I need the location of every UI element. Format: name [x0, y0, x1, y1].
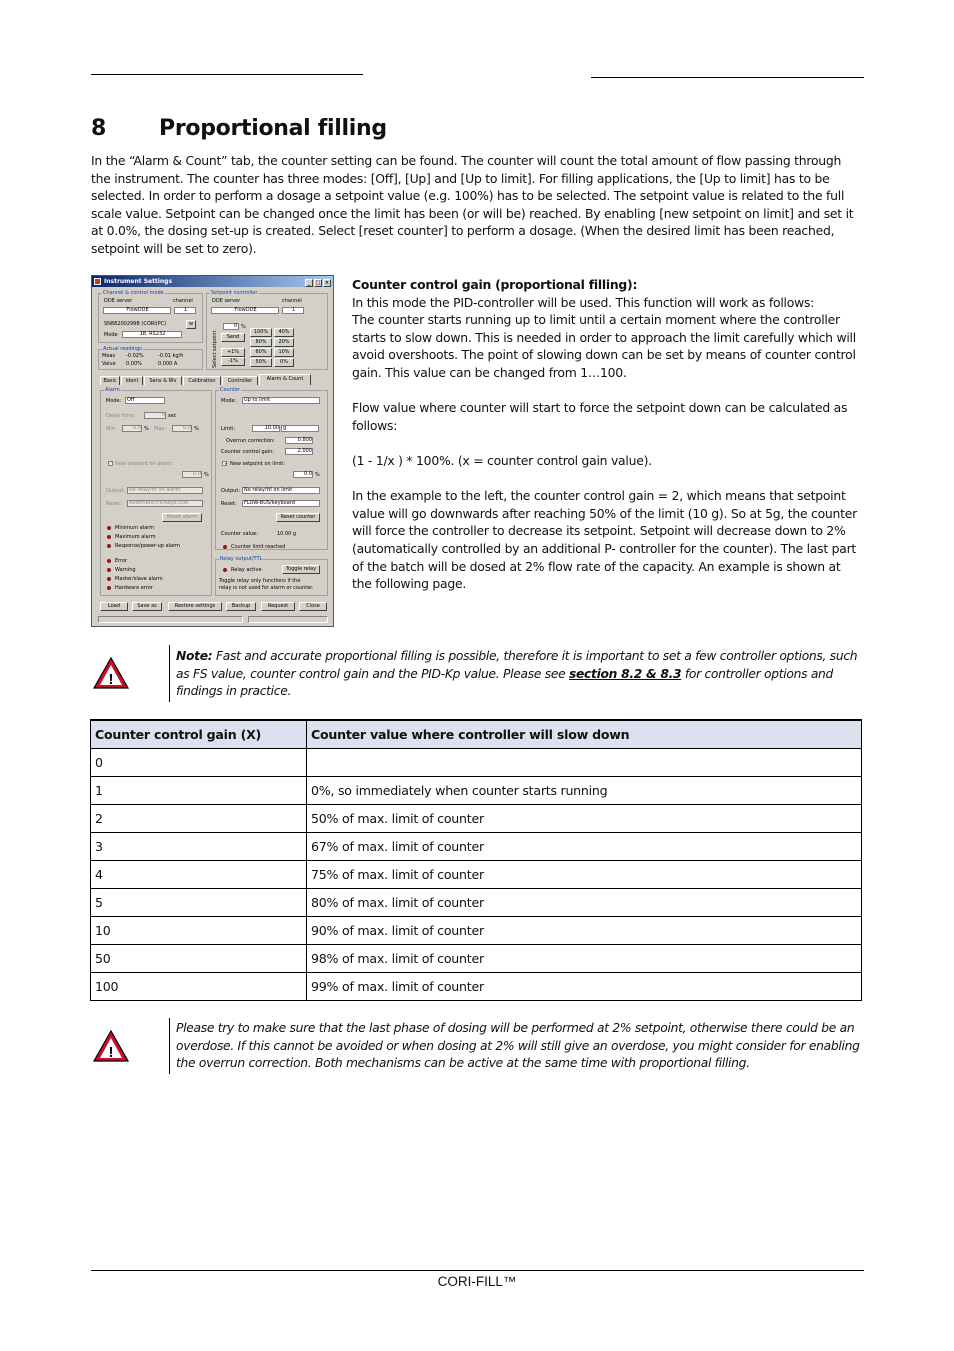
- sp-dde-server-label: DDE server: [212, 298, 241, 304]
- delay-time-label: Delay time:: [106, 413, 135, 419]
- gain-cell: 10: [91, 917, 307, 945]
- maximum-alarm-led: [107, 535, 111, 539]
- backup-button[interactable]: Backup: [226, 602, 256, 611]
- new-setpoint-on-limit-label: New setpoint on limit:: [230, 461, 285, 467]
- max-unit: %: [194, 426, 199, 432]
- max-label: Max:: [154, 426, 167, 432]
- new-setpoint-on-alarm-unit: %: [204, 472, 209, 478]
- counter-output-value: No relay/ttl on limit: [244, 487, 293, 493]
- note-fast-filling: [176, 648, 866, 701]
- minus-one-button[interactable]: -1%: [221, 357, 245, 366]
- preset-10-button[interactable]: 10%: [274, 348, 294, 357]
- counter-gain-p2: The counter starts running up to limit until a certain moment where the controller starts to slow down. This is needed in order to approach the limit carefully which will avoid overshoots. The point of slowing down can be set by means of counter control gain. This value can be changed from 1…100.: [352, 312, 856, 380]
- counter-value-cell: 67% of max. limit of counter: [307, 833, 862, 861]
- overrun-value: 0.800: [297, 437, 312, 443]
- note-text-before: Fast and accurate proportional filling is possible, therefore it is important to set a few controller options, such as FS value, counter control gain and the PID-Kp value. Please see: [176, 649, 858, 681]
- limit-unit: g: [283, 425, 287, 431]
- alarm-output-value: No relay/ttl on alarm: [129, 487, 181, 493]
- max-value: 0.0: [183, 425, 191, 431]
- counter-gain-p1: In this mode the PID-controller will be used. This function will work as follows:: [352, 294, 815, 310]
- sp-channel-label: channel: [282, 298, 302, 304]
- sp-channel-select[interactable]: [282, 307, 304, 314]
- channel-label: channel: [173, 298, 193, 304]
- channel-select[interactable]: [174, 307, 196, 314]
- footer-rule: [91, 1270, 864, 1271]
- counter-value-cell: 98% of max. limit of counter: [307, 945, 862, 973]
- hardware-error-label: Hardware error: [115, 585, 153, 591]
- delay-time-value: 0: [161, 412, 165, 418]
- limit-input[interactable]: [252, 425, 280, 432]
- hardware-error-led: [107, 586, 111, 590]
- valve-label: Valve: [102, 361, 116, 367]
- new-setpoint-on-limit-checkbox[interactable]: ✓: [224, 461, 229, 467]
- tab-alarm-count[interactable]: Alarm & Count: [259, 374, 311, 385]
- chapter-heading: [91, 116, 387, 141]
- minimize-icon[interactable]: _: [305, 279, 313, 287]
- counter-value-cell: 99% of max. limit of counter: [307, 973, 862, 1001]
- response-alarm-label: Response/power-up alarm: [115, 543, 180, 549]
- alarm-output-label: Output:: [106, 488, 126, 494]
- relay-group-label: Relay output/TTL: [220, 556, 263, 562]
- restore-settings-button[interactable]: Restore settings: [168, 602, 222, 611]
- master-slave-led: [107, 577, 111, 581]
- mode-label: Mode: [104, 332, 118, 338]
- new-setpoint-on-limit-value: 0.0: [304, 471, 312, 477]
- minimum-alarm-label: Minimum alarm: [115, 525, 155, 531]
- gain-cell: 100: [91, 973, 307, 1001]
- counter-value-cell: 50% of max. limit of counter: [307, 805, 862, 833]
- meas-value: -0.01 kg/h: [158, 353, 184, 359]
- new-setpoint-on-alarm-label: New setpoint on alarm:: [115, 461, 174, 467]
- header-rule-left: [91, 74, 363, 75]
- sp-channel-value: 1: [291, 307, 296, 313]
- warning-led: [107, 568, 111, 572]
- close-icon[interactable]: ×: [324, 280, 330, 286]
- valve-value: 0.000 A: [158, 361, 178, 367]
- delay-time-unit: sec: [168, 413, 177, 419]
- table-row: [91, 749, 862, 777]
- tab-basic[interactable]: Basic: [100, 376, 120, 385]
- note-label: Note:: [176, 649, 213, 663]
- note-overdose: Please try to make sure that the last phase of dosing will be performed at 2% setpoint, otherwise there could be an overdose. If this cannot be avoided or when dosing at 2% will still give an overdose, you might consider for enabling the overrun correction. Both mechanisms can be active at the same time with proportional filling.: [176, 1021, 860, 1070]
- maximum-alarm-label: Maximum alarm: [115, 534, 156, 540]
- table-row: [91, 973, 862, 1001]
- counter-mode-label: Mode:: [221, 398, 237, 404]
- svg-text:!: !: [108, 671, 114, 688]
- counter-limit-reached-label: Counter limit reached: [231, 544, 286, 550]
- counter-reset-label: Reset:: [221, 501, 237, 507]
- svg-text:!: !: [108, 1044, 114, 1061]
- chapter-number: 8: [91, 116, 107, 141]
- counter-gain-table: [90, 719, 862, 1001]
- relay-note-line1: Toggle relay only functions if the: [219, 578, 301, 584]
- counter-value-cell: 0%, so immediately when counter starts running: [307, 777, 862, 805]
- alarm-group-label: Alarm: [105, 387, 120, 393]
- gain-cell: 3: [91, 833, 307, 861]
- tab-ident[interactable]: Ident: [121, 376, 143, 385]
- valve-percent: 0.00%: [126, 361, 142, 367]
- relay-note-line2: relay is not used for alarm or counter.: [219, 585, 314, 591]
- counter-reset-select[interactable]: [242, 500, 320, 507]
- table-header-row: [91, 720, 862, 749]
- max-input[interactable]: [172, 425, 192, 432]
- warning-triangle-icon: [92, 1029, 130, 1063]
- setpoint-unit: %: [241, 324, 246, 330]
- alarm-reset-label: Reset:: [106, 501, 122, 507]
- section-link[interactable]: section 8.2 & 8.3: [568, 666, 682, 681]
- counter-output-label: Output:: [221, 488, 241, 494]
- new-setpoint-on-limit-input[interactable]: [293, 471, 313, 478]
- channel-group-label: Channel & control mode: [103, 290, 164, 296]
- settings-tabs: [100, 374, 328, 385]
- alarm-mode-label: Mode:: [106, 398, 122, 404]
- alarm-reset-select[interactable]: [127, 500, 203, 507]
- counter-value-cell: 75% of max. limit of counter: [307, 861, 862, 889]
- min-unit: %: [144, 426, 149, 432]
- plus-one-button[interactable]: +1%: [221, 348, 245, 357]
- table-row: [91, 945, 862, 973]
- counter-gain-p4: In the example to the left, the counter control gain = 2, which means that setpoint value will go downwards after reaching 50% of the limit (10 g). So at 5g, the counter will force the controller to decrease its setpoint. Setpoint will decrease down to 2% (automatically controlled by an additional P- controller for the counter). The last part of the batch will be dosed at 2% flow rate of the capacity. An example is shown at the following page.: [352, 488, 857, 592]
- w-button[interactable]: w: [186, 320, 196, 329]
- table-row: [91, 833, 862, 861]
- gain-cell: 50: [91, 945, 307, 973]
- window-title: Instrument Settings: [104, 278, 173, 285]
- reset-alarm-button[interactable]: Reset alarm: [162, 513, 202, 522]
- counter-gain-formula: (1 - 1/x ) * 100%. (x = counter control gain value).: [352, 452, 652, 468]
- gain-label: Counter control gain:: [221, 449, 274, 455]
- warning-triangle-icon: [92, 656, 130, 690]
- counter-mode-select[interactable]: [242, 397, 320, 404]
- warning-label: Warning: [115, 567, 136, 573]
- gain-cell: 5: [91, 889, 307, 917]
- preset-40-button[interactable]: 40%: [274, 328, 294, 337]
- setpoint-group-label: Setpoint controller: [211, 290, 258, 296]
- request-button[interactable]: Request: [261, 602, 295, 611]
- counter-gain-heading: Counter control gain (proportional filling):: [352, 277, 638, 292]
- overrun-input[interactable]: [285, 437, 313, 444]
- counter-group-label: Counter: [220, 387, 240, 393]
- min-input[interactable]: [122, 425, 142, 432]
- gain-cell: 4: [91, 861, 307, 889]
- sp-dde-server-select[interactable]: [211, 307, 279, 314]
- toggle-relay-button[interactable]: Toggle relay: [282, 565, 320, 574]
- minimum-alarm-led: [107, 526, 111, 530]
- save-as-button[interactable]: Save as: [132, 602, 162, 611]
- select-setpoint-label: Select setpoint: [212, 330, 218, 368]
- overrun-label: Overrun correction:: [226, 438, 275, 444]
- counter-value-cell: 90% of max. limit of counter: [307, 917, 862, 945]
- dde-server-label: DDE server: [104, 298, 133, 304]
- preset-0-button[interactable]: 0%: [274, 358, 294, 367]
- note-divider: [169, 645, 170, 702]
- limit-value: 10.00: [264, 425, 279, 431]
- note-divider: [169, 1018, 170, 1074]
- app-icon: [94, 278, 101, 285]
- table-row: [91, 805, 862, 833]
- gain-cell: 0: [91, 749, 307, 777]
- new-setpoint-on-alarm-checkbox[interactable]: [108, 461, 113, 466]
- gain-value: 2.000: [297, 448, 312, 454]
- relay-active-led: [223, 568, 227, 572]
- min-label: Min:: [106, 426, 117, 432]
- counter-value-label: Counter value:: [221, 531, 258, 537]
- send-button[interactable]: Send: [221, 333, 245, 342]
- column-header-counter-value: Counter value where controller will slow down: [307, 720, 862, 749]
- channel-value: 1: [183, 307, 188, 313]
- alarm-reset-value: Automatic/FB/Keyb./Ext.: [129, 500, 190, 506]
- status-bar-left: [98, 616, 243, 623]
- intro-paragraph: In the “Alarm & Count” tab, the counter setting can be found. The counter will count the total amount of flow passing through the instrument. The counter has three modes: [Off], [Up] and [Up to limit]. For filling applications, the [Up to limit] has to be selected. In order to perform a dosage a setpoint value (e.g. 100%) has to be selected. The setpoint value is related to the full scale value. Setpoint can be changed once the limit has been (or will be) reached. By enabling [new setpoint on limit] and set it at 0.0%, the dosing set-up is created. Select [reset counter] to perform a dosage. (When the desired limit has been reached, setpoint will be set to zero).: [91, 153, 854, 256]
- meas-label: Meas: [102, 353, 116, 359]
- mode-select[interactable]: [122, 331, 182, 338]
- preset-20-button[interactable]: 20%: [274, 338, 294, 347]
- status-bar-right: [248, 616, 328, 623]
- min-value: 0.0: [133, 425, 141, 431]
- response-alarm-led: [107, 544, 111, 548]
- serial-number: SN88200299B (CORI(PC): [104, 321, 167, 327]
- tab-sens-wv[interactable]: Sens & Wv: [144, 376, 182, 385]
- chapter-title: Proportional filling: [159, 116, 387, 141]
- counter-output-select[interactable]: [242, 487, 320, 494]
- counter-value-cell: [307, 749, 862, 777]
- error-label: Error: [115, 558, 128, 564]
- counter-gain-explanation: [352, 276, 860, 593]
- alarm-output-select[interactable]: [127, 487, 203, 494]
- meas-percent: -0.02%: [126, 353, 144, 359]
- close-button[interactable]: Close: [299, 602, 327, 611]
- new-setpoint-on-alarm-value: 0.0: [193, 471, 201, 477]
- gain-input[interactable]: [285, 448, 313, 455]
- load-button[interactable]: Load: [100, 602, 128, 611]
- table-row: [91, 777, 862, 805]
- counter-reset-value: FLOW-BUS/keyboard: [244, 500, 295, 506]
- limit-label: Limit:: [221, 426, 236, 432]
- table-row: [91, 889, 862, 917]
- maximize-icon[interactable]: □: [315, 280, 321, 286]
- tab-calibration[interactable]: Calibration: [183, 376, 221, 385]
- tab-controller[interactable]: Controller: [222, 376, 258, 385]
- footer-title: CORI-FILL™: [437, 1274, 517, 1289]
- relay-active-label: Relay active: [231, 567, 262, 573]
- table-row: [91, 917, 862, 945]
- preset-50-button[interactable]: 50%: [250, 358, 272, 367]
- counter-limit-led: [223, 545, 227, 549]
- setpoint-input[interactable]: [223, 323, 239, 330]
- header-rule-right: [591, 77, 864, 78]
- preset-100-button[interactable]: 100%: [250, 328, 272, 337]
- limit-unit-select[interactable]: [281, 425, 319, 432]
- setpoint-input-value: 0: [233, 323, 237, 329]
- dde-server-value: FlowDDE: [126, 307, 149, 313]
- counter-group: [215, 387, 328, 550]
- window-titlebar: [92, 276, 333, 287]
- table-row: [91, 861, 862, 889]
- instrument-settings-screenshot: [91, 275, 334, 627]
- column-header-gain: Counter control gain (X): [91, 720, 307, 749]
- counter-gain-p3: Flow value where counter will start to force the setpoint down can be calculated as follows:: [352, 400, 848, 433]
- new-setpoint-on-limit-unit: %: [315, 472, 320, 478]
- readings-group-label: Actual readings: [103, 346, 142, 352]
- counter-mode-value: Up to limit: [244, 397, 271, 403]
- counter-value-cell: 80% of max. limit of counter: [307, 889, 862, 917]
- alarm-mode-value: Off: [127, 397, 135, 403]
- alarm-mode-select[interactable]: [125, 397, 165, 404]
- preset-60-button[interactable]: 60%: [250, 348, 272, 357]
- mode-value: 18. RS232: [139, 331, 166, 337]
- reset-counter-button[interactable]: Reset counter: [276, 513, 320, 522]
- master-slave-label: Master/slave alarm: [115, 576, 163, 582]
- preset-80-button[interactable]: 80%: [250, 338, 272, 347]
- note-text-after: for controller options and findings in practice.: [176, 666, 834, 698]
- error-led: [107, 559, 111, 563]
- counter-value: 10.00 g: [277, 531, 297, 537]
- new-setpoint-on-alarm-input[interactable]: [182, 471, 202, 478]
- gain-cell: 2: [91, 805, 307, 833]
- sp-dde-server-value: FlowDDE: [234, 307, 257, 313]
- delay-time-input[interactable]: [144, 412, 166, 419]
- dde-server-select[interactable]: [103, 307, 171, 314]
- gain-cell: 1: [91, 777, 307, 805]
